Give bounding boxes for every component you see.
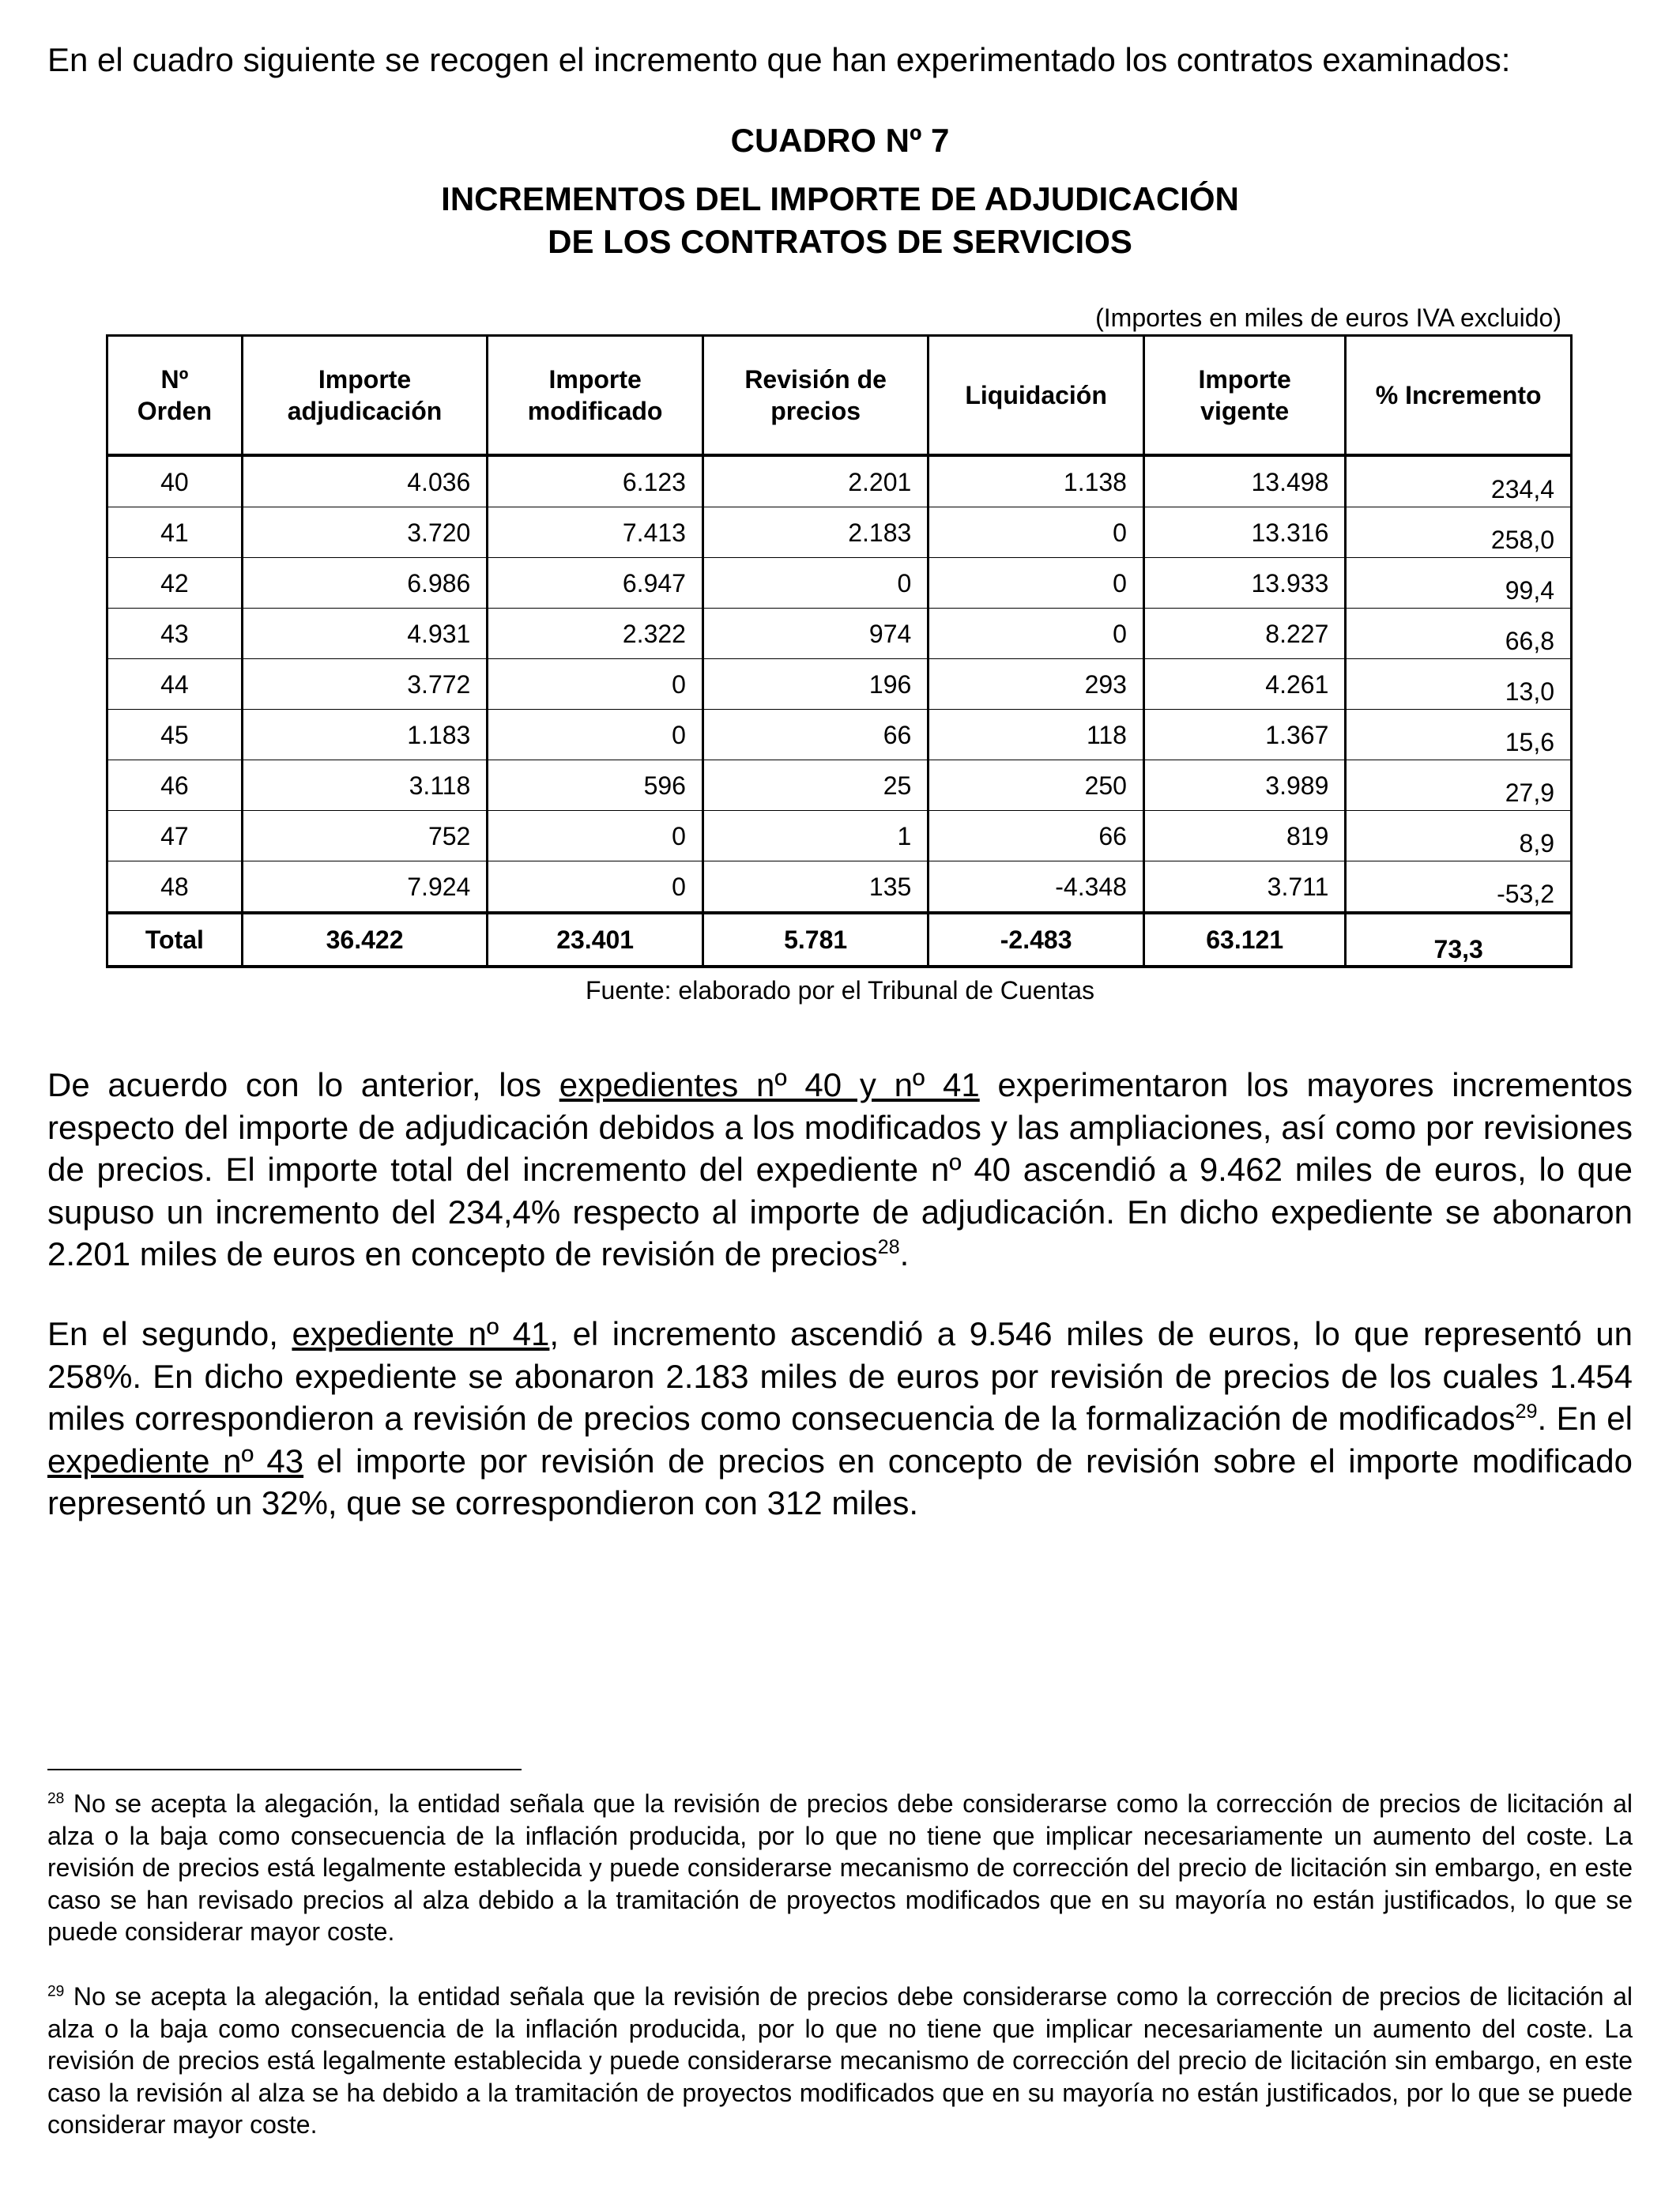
paragraph-2-text-d: el importe por revisión de precios en concepto de revisión sobre el importe modificado representó un 32%, que se correspondieron con 312 miles. xyxy=(47,1442,1633,1521)
cell-orden: 42 xyxy=(107,558,243,609)
total-modificado: 23.401 xyxy=(488,913,703,967)
table-row xyxy=(107,558,1572,609)
paragraph-1-text-a: De acuerdo con lo anterior, los xyxy=(47,1066,559,1103)
table-title-line-2: DE LOS CONTRATOS DE SERVICIOS xyxy=(548,223,1132,260)
cell-liquidacion: 118 xyxy=(929,710,1144,760)
cell-incremento: 66,8 xyxy=(1346,609,1572,659)
cell-liquidacion: 0 xyxy=(929,507,1144,558)
cell-adjudicacion: 4.931 xyxy=(242,609,488,659)
cell-revision: 196 xyxy=(703,659,928,710)
cell-incremento: 8,9 xyxy=(1346,811,1572,861)
header-modificado-line-1: Importe xyxy=(548,365,642,394)
cell-modificado: 2.322 xyxy=(488,609,703,659)
cell-vigente: 13.933 xyxy=(1143,558,1345,609)
cell-incremento: -53,2 xyxy=(1346,861,1572,914)
table-row xyxy=(107,507,1572,558)
cell-orden: 44 xyxy=(107,659,243,710)
header-adjudicacion xyxy=(242,336,488,456)
cell-incremento: 258,0 xyxy=(1346,507,1572,558)
cell-revision: 135 xyxy=(703,861,928,914)
cell-adjudicacion: 4.036 xyxy=(242,455,488,507)
cell-vigente: 3.989 xyxy=(1143,760,1345,811)
paragraph-1 xyxy=(47,1064,1633,1276)
header-vigente-line-1: Importe xyxy=(1198,365,1291,394)
cell-orden: 43 xyxy=(107,609,243,659)
header-adjudicacion-line-2: adjudicación xyxy=(287,397,443,425)
cell-modificado: 0 xyxy=(488,710,703,760)
cell-vigente: 13.316 xyxy=(1143,507,1345,558)
footnote-number: 29 xyxy=(47,1983,65,2000)
cell-orden: 46 xyxy=(107,760,243,811)
cell-liquidacion: 66 xyxy=(929,811,1144,861)
cell-adjudicacion: 6.986 xyxy=(242,558,488,609)
cell-liquidacion: 250 xyxy=(929,760,1144,811)
cell-vigente: 1.367 xyxy=(1143,710,1345,760)
cell-revision: 974 xyxy=(703,609,928,659)
cell-revision: 2.201 xyxy=(703,455,928,507)
cell-modificado: 6.123 xyxy=(488,455,703,507)
paragraph-2-text-b: , el incremento ascendió a 9.546 miles de euros, lo que representó un 258%. En dicho expediente se abonaron 2.183 miles de euros por revisión de precios de los cuales 1.454 miles correspondieron a revisión de precios como consecuencia de la formalización de modificados xyxy=(47,1315,1633,1437)
table-row xyxy=(107,710,1572,760)
expediente-41-reference: expediente nº 41 xyxy=(292,1315,550,1352)
total-label: Total xyxy=(107,913,243,967)
cell-liquidacion: -4.348 xyxy=(929,861,1144,914)
expediente-43-reference: expediente nº 43 xyxy=(47,1442,304,1480)
table-row xyxy=(107,811,1572,861)
paragraph-1-text-c: . xyxy=(899,1235,910,1272)
footnote-text: No se acepta la alegación, la entidad señala que la revisión de precios debe considerarse como la corrección de precios de licitación al alza o la baja como consecuencia de la inflación producida, por lo que no tiene que implicar necesariamente un aumento del coste. La revisión de precios está legalmente establecida y puede considerarse mecanismo de corrección del precio de licitación sin embargo, en este caso la revisión al alza se ha debido a la tramitación de proyectos modificados que en su mayoría no están justificados, por lo que se puede considerar mayor coste. xyxy=(47,1982,1633,2139)
cell-orden: 45 xyxy=(107,710,243,760)
total-incremento: 73,3 xyxy=(1346,913,1572,967)
footnote-number: 28 xyxy=(47,1790,65,1808)
header-revision-line-1: Revisión de xyxy=(744,365,887,394)
cell-revision: 25 xyxy=(703,760,928,811)
header-modificado xyxy=(488,336,703,456)
cell-incremento: 27,9 xyxy=(1346,760,1572,811)
paragraph-2-text-a: En el segundo, xyxy=(47,1315,292,1352)
paragraph-2 xyxy=(47,1313,1633,1525)
footnote-ref-28: 28 xyxy=(877,1236,900,1258)
table-title-line-1: INCREMENTOS DEL IMPORTE DE ADJUDICACIÓN xyxy=(441,180,1239,217)
table-row xyxy=(107,760,1572,811)
table-row xyxy=(107,861,1572,914)
footnote-28 xyxy=(47,1788,1633,1948)
table-source: Fuente: elaborado por el Tribunal de Cuentas xyxy=(586,976,1094,1005)
table-number: CUADRO Nº 7 xyxy=(730,122,950,159)
increments-table xyxy=(106,334,1573,968)
header-revision-line-2: precios xyxy=(770,397,861,425)
cell-incremento: 15,6 xyxy=(1346,710,1572,760)
footnote-ref-29: 29 xyxy=(1515,1400,1538,1423)
units-note: (Importes en miles de euros IVA excluido) xyxy=(1095,303,1561,332)
header-orden-line-1: Nº xyxy=(160,365,189,394)
cell-incremento: 13,0 xyxy=(1346,659,1572,710)
cell-vigente: 3.711 xyxy=(1143,861,1345,914)
cell-liquidacion: 0 xyxy=(929,558,1144,609)
cell-modificado: 596 xyxy=(488,760,703,811)
table-row xyxy=(107,455,1572,507)
total-adjudicacion: 36.422 xyxy=(242,913,488,967)
table-header-row xyxy=(107,336,1572,456)
cell-adjudicacion: 3.118 xyxy=(242,760,488,811)
total-vigente: 63.121 xyxy=(1143,913,1345,967)
cell-liquidacion: 293 xyxy=(929,659,1144,710)
cell-liquidacion: 1.138 xyxy=(929,455,1144,507)
footnote-29 xyxy=(47,1981,1633,2141)
cell-vigente: 4.261 xyxy=(1143,659,1345,710)
header-vigente-line-2: vigente xyxy=(1200,397,1290,425)
cell-revision: 66 xyxy=(703,710,928,760)
paragraph-1-text-b: experimentaron los mayores incrementos respecto del importe de adjudicación debidos a los modificados y las ampliaciones, así como por revisiones de precios. El importe total del incremento del expediente nº 40 ascendió a 9.462 miles de euros, lo que supuso un incremento del 234,4% respecto al importe de adjudicación. En dicho expediente se abonaron 2.201 miles de euros en concepto de revisión de precios xyxy=(47,1066,1633,1272)
table-row xyxy=(107,659,1572,710)
cell-incremento: 234,4 xyxy=(1346,455,1572,507)
cell-orden: 40 xyxy=(107,455,243,507)
header-orden-line-2: Orden xyxy=(137,397,212,425)
footnote-separator xyxy=(47,1769,522,1770)
cell-revision: 0 xyxy=(703,558,928,609)
cell-modificado: 7.413 xyxy=(488,507,703,558)
cell-adjudicacion: 752 xyxy=(242,811,488,861)
cell-revision: 1 xyxy=(703,811,928,861)
header-modificado-line-2: modificado xyxy=(527,397,663,425)
expedientes-40-41-reference: expedientes nº 40 y nº 41 xyxy=(559,1066,980,1103)
cell-modificado: 6.947 xyxy=(488,558,703,609)
total-liquidacion: -2.483 xyxy=(929,913,1144,967)
table-row xyxy=(107,609,1572,659)
header-incremento: % Incremento xyxy=(1346,336,1572,456)
cell-modificado: 0 xyxy=(488,659,703,710)
cell-revision: 2.183 xyxy=(703,507,928,558)
total-revision: 5.781 xyxy=(703,913,928,967)
footnote-text: No se acepta la alegación, la entidad señala que la revisión de precios debe considerarse como la corrección de precios de licitación al alza o la baja como consecuencia de la inflación producida, por lo que no tiene que implicar necesariamente un aumento del coste. La revisión de precios está legalmente establecida y puede considerarse mecanismo de corrección del precio de licitación sin embargo, en este caso se han revisado precios al alza debido a la tramitación de proyectos modificados que en su mayoría no están justificados, lo que se puede considerar mayor coste. xyxy=(47,1789,1633,1946)
header-revision xyxy=(703,336,928,456)
header-orden xyxy=(107,336,243,456)
cell-orden: 41 xyxy=(107,507,243,558)
cell-vigente: 8.227 xyxy=(1143,609,1345,659)
cell-vigente: 819 xyxy=(1143,811,1345,861)
cell-orden: 47 xyxy=(107,811,243,861)
cell-modificado: 0 xyxy=(488,861,703,914)
table-total-row xyxy=(107,913,1572,967)
header-liquidacion: Liquidación xyxy=(929,336,1144,456)
paragraph-2-text-c: . En el xyxy=(1537,1400,1633,1437)
cell-vigente: 13.498 xyxy=(1143,455,1345,507)
intro-text: En el cuadro siguiente se recogen el incremento que han experimentado los contratos examinados: xyxy=(47,41,1511,78)
cell-adjudicacion: 3.720 xyxy=(242,507,488,558)
cell-adjudicacion: 7.924 xyxy=(242,861,488,914)
header-vigente xyxy=(1143,336,1345,456)
cell-modificado: 0 xyxy=(488,811,703,861)
cell-liquidacion: 0 xyxy=(929,609,1144,659)
header-adjudicacion-line-1: Importe xyxy=(318,365,412,394)
cell-adjudicacion: 1.183 xyxy=(242,710,488,760)
cell-adjudicacion: 3.772 xyxy=(242,659,488,710)
cell-orden: 48 xyxy=(107,861,243,914)
cell-incremento: 99,4 xyxy=(1346,558,1572,609)
